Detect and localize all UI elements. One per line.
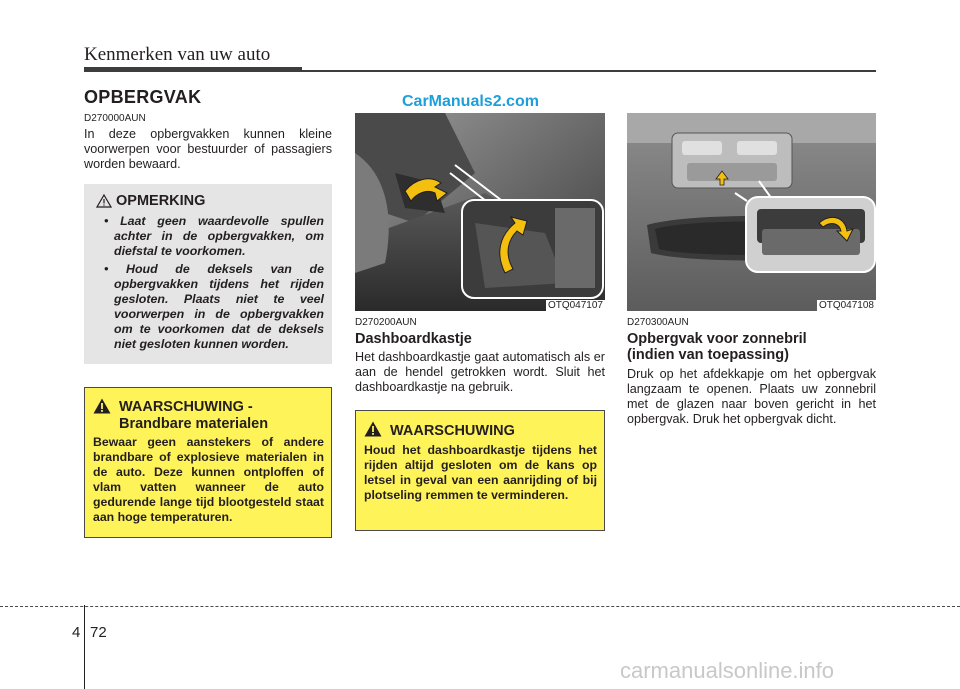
glovebox-title: Dashboardkastje xyxy=(355,331,472,347)
watermark-bottom: carmanualsonline.info xyxy=(620,658,835,683)
sunglass-title: Opbergvak voor zonnebril xyxy=(627,331,807,347)
caution-icon xyxy=(96,194,112,208)
footer-divider xyxy=(84,605,85,689)
sunglass-holder-illustration xyxy=(627,113,876,311)
warning-title: WAARSCHUWING - xyxy=(119,399,253,415)
header-rule-thin xyxy=(302,70,876,72)
intro-code: D270000AUN xyxy=(84,113,146,124)
note-list xyxy=(94,214,324,355)
glovebox-photo-caption: OTQ047107 xyxy=(547,300,603,311)
sunglass-title-suffix: (indien van toepassing) xyxy=(627,347,789,363)
note-header xyxy=(96,193,205,209)
warning-icon xyxy=(364,421,382,442)
note-item: • Houd de deksels van de opbergvakken tijdens het rijden gesloten. Plaats niet te veel voorwerpen in de opbergvakken om te voorkomen dat de deksels niet gesloten kunnen worden. xyxy=(104,262,324,351)
warning-subtitle: Brandbare materialen xyxy=(119,416,269,432)
intro-text: In deze opbergvakken kunnen kleine voorwerpen voor bestuurder of passagiers worden bewaard. xyxy=(84,127,332,171)
section-title: OPBERGVAK xyxy=(84,87,202,107)
chapter-number: 4 xyxy=(72,624,81,641)
glovebox-code: D270200AUN xyxy=(355,317,417,328)
sunglass-photo-caption: OTQ047108 xyxy=(818,300,874,311)
warning-flammable-box xyxy=(84,387,332,538)
glovebox-text: Het dashboardkastje gaat automatisch als er aan de hendel getrokken wordt. Sluit het dashboardkastje na gebruik. xyxy=(355,350,605,394)
header-rule-thick xyxy=(84,67,302,72)
note-item: • Laat geen waardevolle spullen achter in de opbergvakken, om diefstal te voorkomen. xyxy=(104,214,324,258)
note-box xyxy=(84,184,332,364)
footer-rule xyxy=(0,606,960,607)
warning-text: Bewaar geen aanstekers of andere brandbare of explosieve materialen in de auto. Deze kunnen ontploffen of vlam vatten wanneer de auto gedurende lange tijd blootgesteld staat aan hoge temperaturen. xyxy=(93,435,324,524)
glovebox-illustration xyxy=(355,113,605,311)
running-header: Kenmerken van uw auto xyxy=(84,44,271,65)
sunglass-text: Druk op het afdekkapje om het opbergvak langzaam te openen. Plaats uw zonnebril met de glazen naar boven gericht in het opbergvak. Druk het opbergvak dicht. xyxy=(627,367,876,426)
warning-title: WAARSCHUWING xyxy=(390,423,515,439)
warning-icon xyxy=(93,398,111,419)
warning-glovebox-box xyxy=(355,410,605,531)
sunglass-code: D270300AUN xyxy=(627,317,689,328)
glovebox-photo xyxy=(355,113,605,311)
watermark-top: CarManuals2.com xyxy=(402,93,539,110)
sunglass-holder-photo xyxy=(627,113,876,311)
page-number: 72 xyxy=(90,624,107,641)
note-title: OPMERKING xyxy=(116,193,206,209)
warning-text: Houd het dashboardkastje tijdens het rijden altijd gesloten om de kans op letsel in geval van een aanrijding of bij plotseling remmen te verminderen. xyxy=(364,443,597,502)
